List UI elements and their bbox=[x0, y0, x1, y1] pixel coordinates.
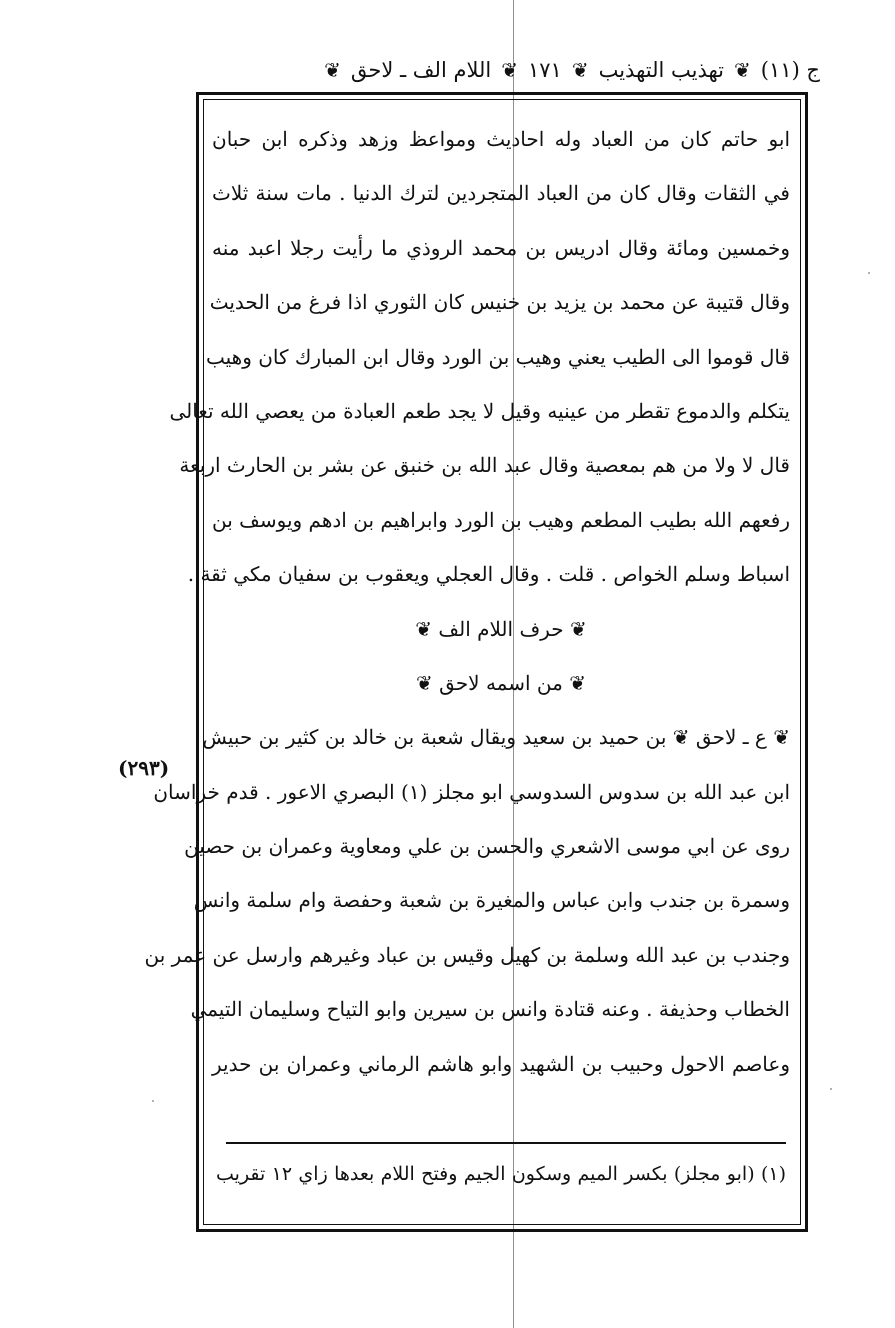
subsection-heading-text: من اسمه لاحق bbox=[439, 670, 563, 695]
section-heading bbox=[212, 602, 790, 656]
page-number: ١٧١ bbox=[527, 58, 562, 82]
scan-speck bbox=[152, 1100, 154, 1102]
ornament-icon: ❦ bbox=[416, 670, 433, 695]
ornament-icon: ❦ bbox=[571, 58, 589, 82]
scan-speck bbox=[868, 272, 870, 274]
footnote-rule bbox=[226, 1142, 786, 1144]
text-line: وخمسين ومائة وقال ادريس بن محمد الروذي ما رأيت رجلا اعبد منه bbox=[212, 235, 790, 260]
running-head bbox=[190, 50, 820, 90]
entry-marker: ع ـ لاحق bbox=[695, 725, 767, 750]
text-line: ابو حاتم كان من العباد وله احاديث ومواعظ وزهد وذكره ابن حبان bbox=[212, 127, 790, 151]
margin-entry-number: (٢٩٣) bbox=[118, 756, 170, 780]
ornament-icon: ❦ bbox=[773, 725, 790, 750]
ornament-icon: ❦ bbox=[324, 58, 341, 82]
text-line: وقال قتيبة عن محمد بن يزيد بن خنيس كان الثوري اذا فرغ من الحديث bbox=[209, 290, 790, 315]
entry-line: وسمرة بن جندب وابن عباس والمغيرة بن شعبة وحفصة وام سلمة وانس bbox=[193, 888, 790, 913]
entry-line: وجندب بن عبد الله وسلمة بن كهيل وقيس بن عباد وغيرهم وارسل عن عمر بن bbox=[144, 942, 790, 967]
text-line: اسباط وسلم الخواص . قلت . وقال العجلي ويعقوب بن سفيان مكي ثقة . bbox=[187, 562, 790, 587]
section-label: اللام الف ـ لاحق bbox=[350, 58, 492, 82]
text-line: رفعهم الله بطيب المطعم وهيب بن الورد وابراهيم بن ادهم ويوسف بن bbox=[212, 507, 790, 532]
ornament-icon: ❦ bbox=[501, 58, 518, 82]
subsection-heading bbox=[212, 656, 790, 710]
entry-line: روى عن ابي موسى الاشعري والحسن بن علي ومعاوية وعمران بن حصين bbox=[184, 834, 790, 859]
ornament-icon: ❦ bbox=[569, 670, 586, 695]
entry-line: الخطاب وحذيفة . وعنه قتادة وانس بن سيرين وابو التياح وسليمان التيمي bbox=[190, 997, 790, 1022]
ornament-icon: ❦ bbox=[415, 616, 433, 641]
entry-line: ابن عبد الله بن سدوس السدوسي ابو مجلز (١) البصري الاعور . قدم خراسان bbox=[153, 779, 790, 804]
text-line: قال لا ولا من هم بمعصية وقال عبد الله بن خنبق عن بشر بن الحارث اربعة bbox=[179, 453, 790, 478]
entry-first-line-text: بن حميد بن سعيد ويقال شعبة بن خالد بن كثير بن حبيش bbox=[202, 725, 667, 750]
footnote: (١) (ابو مجلز) بكسر الميم وسكون الجيم وفتح اللام بعدها زاي ١٢ تقريب bbox=[216, 1163, 786, 1185]
volume-label: ج (١١) bbox=[760, 58, 820, 82]
entry-line: وعاصم الاحول وحبيب بن الشهيد وابو هاشم الرماني وعمران بن حدير bbox=[212, 1051, 790, 1076]
ornament-icon: ❦ bbox=[569, 616, 587, 641]
ornament-icon: ❦ bbox=[672, 725, 690, 750]
scan-speck bbox=[830, 1088, 832, 1090]
entry-first-line bbox=[202, 710, 790, 764]
text-line: يتكلم والدموع تقطر من عينيه وقيل لا يجد طعم العبادة من يعصي الله تعالى bbox=[169, 398, 790, 423]
section-heading-text: حرف اللام الف bbox=[438, 616, 564, 641]
book-title: تهذيب التهذيب bbox=[598, 58, 725, 82]
text-line: في الثقات وقال كان من العباد المتجردين لترك الدنيا . مات سنة ثلاث bbox=[212, 181, 790, 206]
text-line: قال قوموا الى الطيب يعني وهيب بن الورد وقال ابن المبارك كان وهيب bbox=[205, 344, 790, 369]
ornament-icon: ❦ bbox=[734, 58, 751, 82]
